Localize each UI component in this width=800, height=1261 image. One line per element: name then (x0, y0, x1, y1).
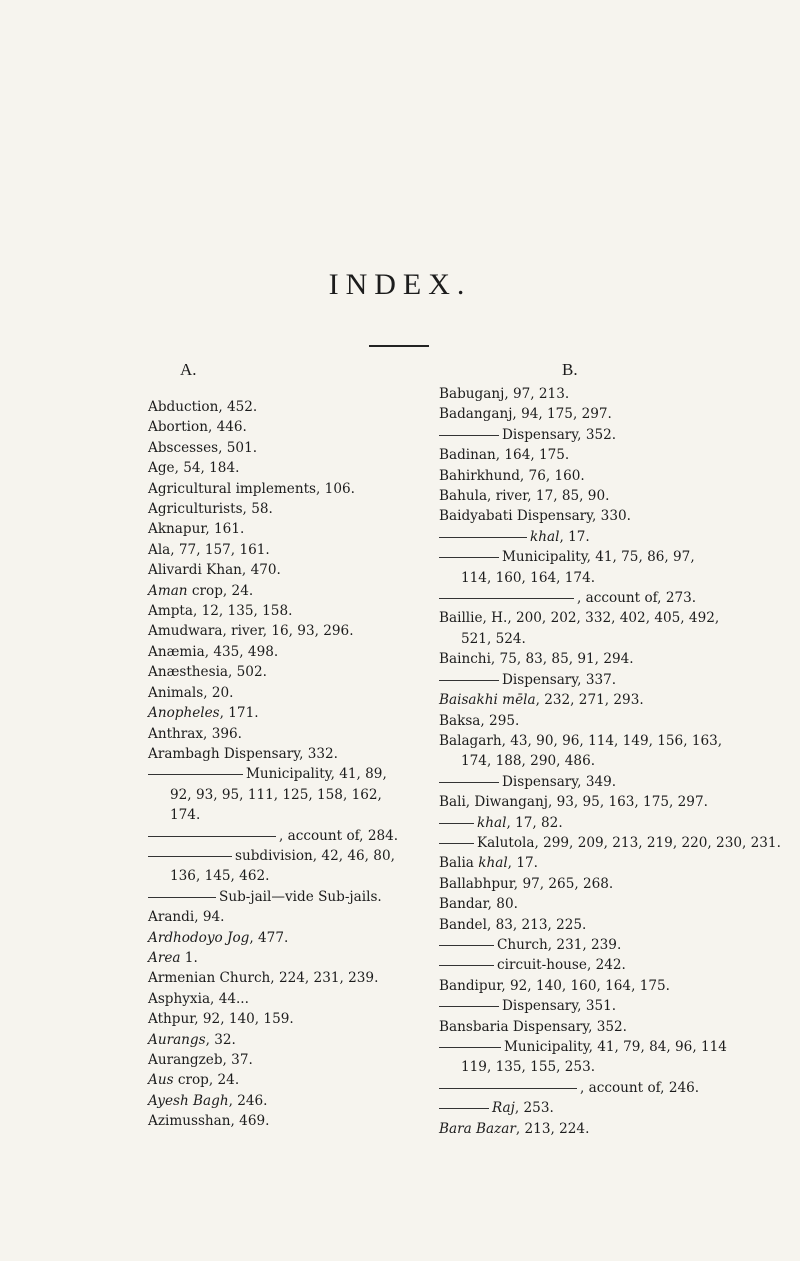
ditto-dash (439, 1088, 577, 1089)
ditto-dash (439, 945, 494, 946)
entry-text: Armenian Church, 224, 231, 239. (148, 970, 379, 987)
entry-text: Baillie, H., 200, 202, 332, 402, 405, 492, 521, 524. (439, 610, 720, 647)
entry-heading: Aurangs (148, 1031, 206, 1048)
entry-text: , 17. (559, 528, 590, 545)
entry-text: Dispensary, 351. (502, 998, 617, 1015)
entry-text: Ampta, 12, 135, 158. (148, 603, 293, 620)
entry-text: , 17. (507, 855, 538, 872)
title-divider (369, 345, 429, 347)
entry-text: Abscesses, 501. (148, 439, 258, 456)
index-entry (148, 1050, 398, 1070)
entry-heading: Raj (492, 1100, 515, 1117)
entry-text: Aurangzeb, 37. (148, 1052, 253, 1068)
entry-heading: khal (530, 528, 560, 545)
ditto-dash (439, 1006, 499, 1007)
ditto-dash (439, 598, 574, 599)
entry-text: Bahula, river, 17, 85, 90. (439, 488, 610, 505)
index-entry (439, 384, 729, 404)
index-entry (148, 683, 398, 703)
entry-heading: khal (477, 814, 507, 831)
index-entry (439, 1098, 729, 1118)
entry-heading: Baisakhi mēla (439, 692, 536, 709)
entry-text: Municipality, 41, 75, 86, 97, 114, 160, 164, 174. (461, 549, 695, 586)
index-entry (148, 764, 398, 825)
entry-text: Alivardi Khan, 470. (148, 562, 281, 579)
index-entry (148, 560, 398, 580)
entry-heading: Bara Bazar (439, 1120, 516, 1137)
entry-text: crop, 24. (173, 1072, 240, 1089)
index-entry (148, 1111, 398, 1131)
entry-text: Azimusshan, 469. (148, 1113, 270, 1130)
index-entry (439, 1017, 729, 1037)
index-entry (148, 989, 398, 1009)
index-entry (148, 968, 398, 988)
ditto-dash (439, 557, 499, 558)
entry-text: Athpur, 92, 140, 159. (148, 1011, 294, 1028)
entry-text: Church, 231, 239. (497, 936, 622, 953)
index-entry (439, 731, 729, 772)
entry-text: Babuganj, 97, 213. (439, 386, 570, 402)
entry-text: Asphyxia, 44... (148, 990, 249, 1007)
entry-text: , account of, 273. (577, 590, 697, 607)
ditto-dash (148, 836, 276, 837)
entry-text: Bali, Diwanganj, 93, 95, 163, 175, 297. (439, 794, 708, 811)
index-entry (148, 499, 398, 519)
entry-text: Arambagh Dispensary, 332. (148, 745, 338, 762)
index-entry (148, 948, 398, 968)
entry-text: 1. (180, 949, 198, 966)
section-letter-a: A. (180, 360, 197, 379)
entry-text: Agriculturists, 58. (148, 501, 273, 518)
section-letter-b: B. (562, 360, 578, 379)
index-entry (439, 404, 729, 424)
entry-heading: Ayesh Bagh (148, 1092, 229, 1109)
index-entry (148, 621, 398, 641)
entry-heading-italic: khal (478, 855, 508, 872)
index-entry (439, 1078, 729, 1098)
index-entry (439, 915, 729, 935)
index-entry (148, 928, 398, 948)
entry-text: , 477. (249, 929, 289, 946)
ditto-dash (439, 435, 499, 436)
entry-text: Arandi, 94. (148, 909, 225, 926)
entry-text: , 171. (219, 705, 259, 722)
index-entry (148, 662, 398, 682)
entry-text: , 246. (228, 1092, 268, 1109)
ditto-dash (439, 843, 474, 844)
index-entry (439, 772, 729, 792)
index-entry (439, 506, 729, 526)
entry-text: Abortion, 446. (148, 419, 247, 436)
index-entry (148, 417, 398, 437)
entry-text: Aknapur, 161. (148, 521, 245, 538)
index-entry (148, 479, 398, 499)
entry-text: Bahirkhund, 76, 160. (439, 467, 585, 484)
entry-text: Municipality, 41, 79, 84, 96, 114 119, 135, 155, 253. (461, 1039, 727, 1076)
entry-text: Bainchi, 75, 83, 85, 91, 294. (439, 651, 634, 668)
entry-text: , account of, 284. (279, 827, 399, 844)
ditto-dash (439, 782, 499, 783)
entry-heading: Anopheles (148, 705, 220, 722)
entry-text: Baksa, 295. (439, 712, 520, 729)
index-entry (439, 792, 729, 812)
entry-text: Ala, 77, 157, 161. (148, 541, 270, 558)
index-entry (439, 527, 729, 547)
index-entry (439, 486, 729, 506)
entry-text: Bandel, 83, 213, 225. (439, 916, 587, 933)
index-entry (439, 670, 729, 690)
entry-text: Municipality, 41, 89, 92, 93, 95, 111, 125, 158, 162, 174. (170, 766, 387, 824)
entry-text: Dispensary, 337. (502, 671, 617, 688)
index-entry (148, 601, 398, 621)
entry-text: Balagarh, 43, 90, 96, 114, 149, 156, 163, 174, 188, 290, 486. (439, 732, 723, 770)
ditto-dash (148, 897, 216, 898)
entry-text: Agricultural implements, 106. (148, 480, 355, 497)
index-entry (439, 1037, 729, 1078)
entry-text: , 32. (205, 1031, 236, 1048)
entry-text: Sub-jail—vide Sub-jails. (219, 888, 382, 905)
index-entry (148, 642, 398, 662)
entry-text: Amudwara, river, 16, 93, 296. (148, 623, 354, 640)
ditto-dash (439, 965, 494, 966)
page-title: INDEX. (328, 268, 472, 301)
entry-heading: Aman (148, 582, 188, 599)
entry-text: Animals, 20. (148, 684, 234, 701)
index-entry (439, 445, 729, 465)
ditto-dash (439, 823, 474, 824)
entry-text: Bandipur, 92, 140, 160, 164, 175. (439, 977, 670, 994)
entry-text: Anthrax, 396. (148, 725, 242, 742)
index-entry (148, 519, 398, 539)
entry-text: Baidyabati Dispensary, 330. (439, 508, 631, 525)
index-entry (439, 466, 729, 486)
entry-text: , 17, 82. (506, 814, 563, 831)
index-entry (148, 540, 398, 560)
entry-text: , 253. (514, 1100, 554, 1117)
index-entry (439, 833, 781, 853)
index-entry (148, 1091, 398, 1111)
index-entry (148, 703, 398, 723)
ditto-dash (439, 537, 527, 538)
entry-text: subdivision, 42, 46, 80, 136, 145, 462. (170, 847, 395, 885)
ditto-dash (148, 774, 243, 775)
index-column-a (148, 360, 398, 1132)
index-entry (148, 907, 398, 927)
entry-text: , 213, 224. (515, 1120, 590, 1137)
entry-text: , account of, 246. (580, 1079, 700, 1096)
entry-text: crop, 24. (187, 582, 254, 599)
index-entry (439, 425, 729, 445)
ditto-dash (439, 1047, 501, 1048)
index-entry (148, 724, 398, 744)
index-entry (439, 608, 729, 649)
index-entry (439, 996, 729, 1016)
index-entry (148, 826, 398, 846)
entry-text: Ballabhpur, 97, 265, 268. (439, 875, 614, 892)
entry-text: Badanganj, 94, 175, 297. (439, 406, 612, 423)
entry-text: Kalutola, 299, 209, 213, 219, 220, 230, 231. (477, 834, 781, 851)
index-entry (148, 397, 398, 417)
index-entry (439, 935, 729, 955)
entry-list-a (148, 397, 398, 1132)
entry-text: Anæsthesia, 502. (148, 664, 267, 681)
index-entry (148, 744, 398, 764)
index-entry (439, 1119, 729, 1139)
entry-text: circuit-house, 242. (497, 957, 626, 974)
index-entry (439, 547, 729, 588)
index-entry (439, 955, 729, 975)
entry-text: Abduction, 452. (148, 399, 258, 415)
entry-list-b (439, 384, 781, 1139)
index-entry (439, 976, 729, 996)
index-entry (148, 1070, 398, 1090)
index-entry (439, 813, 729, 833)
index-entry (439, 649, 729, 669)
entry-text: Anæmia, 435, 498. (148, 643, 279, 660)
index-entry (148, 581, 398, 601)
index-entry (439, 588, 729, 608)
index-entry (148, 846, 398, 887)
index-entry (439, 894, 729, 914)
index-entry (439, 690, 729, 710)
ditto-dash (439, 680, 499, 681)
entry-text: Badinan, 164, 175. (439, 447, 570, 464)
index-entry (148, 887, 398, 907)
entry-text: Dispensary, 352. (502, 426, 617, 443)
index-entry (148, 1030, 398, 1050)
entry-text: Dispensary, 349. (502, 773, 617, 790)
entry-heading: Area (148, 949, 181, 966)
entry-heading: Ardhodoyo Jog (148, 929, 250, 946)
entry-text: Bandar, 80. (439, 896, 518, 913)
index-entry (439, 711, 729, 731)
index-entry (439, 874, 729, 894)
ditto-dash (148, 856, 232, 857)
index-entry (439, 853, 729, 873)
entry-text: Age, 54, 184. (148, 460, 240, 477)
entry-heading: Balia (439, 855, 479, 872)
index-column-b (439, 360, 781, 1139)
ditto-dash (439, 1108, 489, 1109)
index-entry (148, 1009, 398, 1029)
entry-text: , 232, 271, 293. (535, 692, 644, 709)
entry-heading: Aus (148, 1072, 174, 1089)
entry-text: Bansbaria Dispensary, 352. (439, 1018, 627, 1035)
index-entry (148, 438, 398, 458)
index-entry (148, 458, 398, 478)
